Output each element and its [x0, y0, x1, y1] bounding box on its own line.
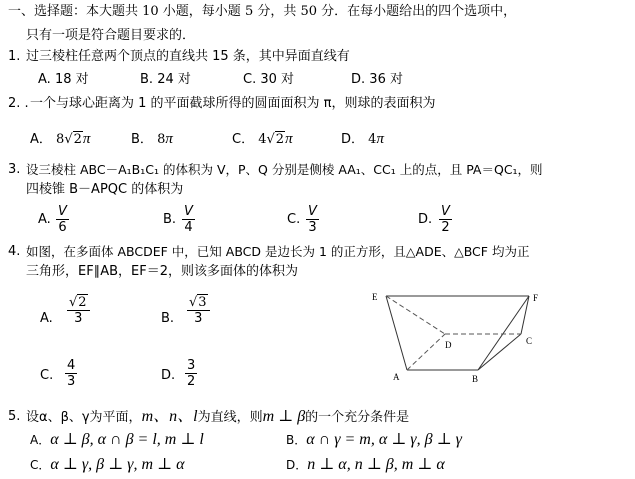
polyhedron-figure — [360, 285, 560, 395]
question-number: 1. — [8, 49, 21, 64]
denominator: 3 — [308, 220, 317, 235]
question-stem-line2: 四棱锥 B－APQC 的体积为 — [26, 182, 184, 197]
question-stem — [26, 409, 409, 426]
sqrt-sign: √ — [64, 132, 73, 147]
option-d[interactable] — [351, 72, 403, 88]
option-a-fraction[interactable] — [56, 204, 69, 235]
option-text: 30 对 — [260, 72, 295, 87]
option-label: B． — [131, 132, 153, 147]
stem-text: 设α、β、γ为平面， — [26, 410, 142, 425]
point-label-d: D — [445, 340, 452, 350]
option-d-label[interactable]: D. — [161, 368, 176, 383]
numerator — [67, 295, 90, 310]
section-instruction: 只有一项是符合题目要求的． — [26, 28, 196, 43]
option-c-label[interactable]: C. — [40, 368, 54, 383]
option-a-label[interactable]: A. — [40, 311, 53, 326]
question-number: 5. — [8, 409, 21, 424]
point-label-a: A — [393, 372, 400, 382]
option-label: B． — [286, 433, 307, 447]
option-a[interactable] — [30, 432, 204, 449]
option-d[interactable] — [341, 131, 384, 148]
question-number: 2. . — [8, 96, 29, 111]
denominator: 3 — [74, 311, 83, 326]
option-a[interactable] — [38, 72, 89, 88]
option-c-fraction[interactable] — [65, 358, 77, 389]
numerator: V — [184, 204, 193, 219]
numerator: 3 — [187, 358, 196, 373]
section-heading: 一、选择题：本大题共 10 小题，每小题 5 分，共 50 分．在每小题给出的四个选项中， — [8, 4, 517, 19]
coefficient: 8 — [157, 132, 166, 147]
option-c-label[interactable]: C. — [287, 212, 301, 227]
option-b[interactable] — [140, 72, 191, 88]
option-b-fraction[interactable] — [187, 295, 210, 326]
question-stem-line1: 设三棱柱 ABC－A₁B₁C₁ 的体积为 V，P、Q 分别是侧棱 AA₁、CC₁ 上的点，且 PA＝QC₁，则 — [26, 162, 543, 177]
radicand: 2 — [78, 295, 87, 310]
question-stem-line1: 如图，在多面体 ABCDEF 中，已知 ABCD 是边长为 1 的正方形，且△ADE、△BCF 均为正 — [26, 244, 530, 259]
option-c-fraction[interactable] — [306, 204, 319, 235]
option-d-fraction[interactable] — [439, 204, 452, 235]
denominator: 2 — [187, 374, 196, 389]
option-text: 36 对 — [369, 72, 403, 87]
option-a-label[interactable]: A. — [38, 212, 51, 227]
radicand: 2 — [73, 132, 82, 147]
coefficient: 4 — [258, 132, 267, 147]
denominator: 4 — [184, 220, 193, 235]
sqrt-sign: √ — [266, 132, 275, 147]
pi-symbol: π — [165, 131, 173, 147]
stem-text: 为直线，则 — [197, 410, 263, 425]
denominator: 6 — [58, 220, 67, 235]
denominator: 3 — [194, 311, 203, 326]
option-a[interactable] — [30, 131, 90, 148]
option-label: D． — [286, 458, 308, 472]
option-label: C. — [243, 72, 257, 87]
option-label: B. — [140, 72, 154, 87]
option-label: A． — [30, 132, 52, 147]
option-d[interactable] — [286, 457, 445, 474]
numerator: V — [58, 204, 67, 219]
option-label: A． — [30, 433, 51, 447]
question-number: 4. — [8, 244, 21, 259]
option-text: 24 对 — [157, 72, 191, 87]
stem-math-condition: m ⊥ β — [262, 408, 306, 425]
numerator: V — [308, 204, 317, 219]
sqrt-sign: √ — [189, 295, 198, 310]
option-label: D． — [341, 132, 365, 147]
option-a-fraction[interactable] — [67, 295, 90, 326]
option-label: A. — [38, 72, 51, 87]
option-math: α ⊥ β, α ∩ β = l, m ⊥ l — [50, 431, 204, 448]
question-number: 3. — [8, 162, 21, 177]
question-stem: 一个与球心距离为 1 的平面截球所得的圆面面积为 π，则球的表面积为 — [30, 96, 436, 111]
point-label-c: C — [526, 336, 533, 346]
denominator: 3 — [67, 374, 76, 389]
coefficient: 4 — [368, 132, 377, 147]
numerator: V — [441, 204, 450, 219]
edge-ea — [386, 296, 407, 370]
option-math: α ⊥ γ, β ⊥ γ, m ⊥ α — [50, 456, 185, 473]
pi-symbol: π — [376, 131, 384, 147]
radicand: 2 — [275, 132, 285, 147]
question-stem: 过三棱柱任意两个顶点的直线共 15 条，其中异面直线有 — [26, 49, 350, 64]
option-b-label[interactable]: B. — [163, 212, 177, 227]
option-d-fraction[interactable] — [185, 358, 197, 389]
pi-symbol: π — [285, 131, 293, 147]
numerator — [187, 295, 210, 310]
option-math: α ∩ γ = m, α ⊥ γ, β ⊥ γ — [306, 431, 462, 448]
numerator: 4 — [67, 358, 76, 373]
radicand: 3 — [198, 295, 207, 310]
edge-ad — [407, 334, 445, 370]
option-d-label[interactable]: D. — [418, 212, 433, 227]
stem-text: 的一个充分条件是 — [305, 410, 410, 425]
question-stem-line2: 三角形，EF∥AB，EF＝2，则该多面体的体积为 — [26, 264, 298, 279]
option-text: 18 对 — [54, 72, 89, 87]
option-label: C． — [30, 458, 51, 472]
option-c[interactable] — [30, 457, 184, 474]
point-label-f: F — [533, 293, 539, 303]
point-label-b: B — [472, 374, 479, 384]
option-b[interactable] — [286, 432, 462, 449]
sqrt-sign: √ — [69, 295, 78, 310]
option-math: n ⊥ α, n ⊥ β, m ⊥ α — [307, 456, 445, 473]
option-label: D. — [351, 72, 366, 87]
coefficient: 8 — [56, 132, 65, 147]
point-label-e: E — [372, 292, 378, 302]
option-label: C． — [232, 132, 255, 147]
option-c[interactable] — [232, 131, 293, 148]
stem-math-lines: m、n、l — [141, 408, 198, 425]
option-b-fraction[interactable] — [182, 204, 195, 235]
option-b[interactable] — [131, 131, 173, 148]
pi-symbol: π — [82, 131, 91, 147]
option-b-label[interactable]: B. — [161, 311, 175, 326]
option-c[interactable] — [243, 72, 294, 88]
denominator: 2 — [441, 220, 450, 235]
